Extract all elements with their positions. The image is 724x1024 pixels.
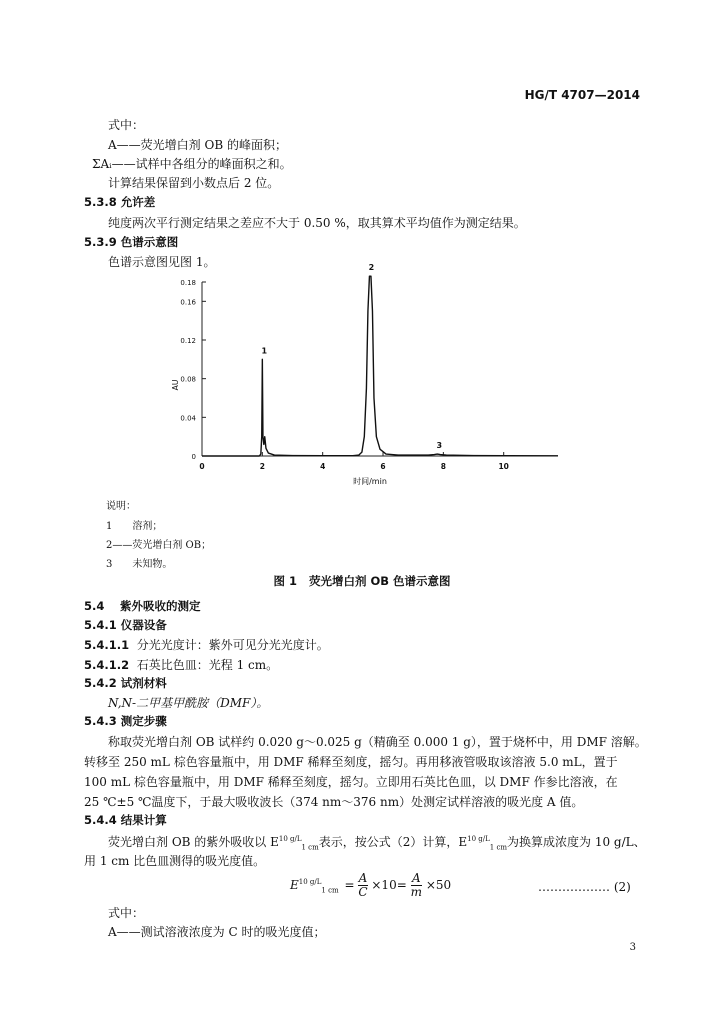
procedure-line: 25 ℃±5 ℃温度下，于最大吸收波长（374 nm～376 nm）处测定试样溶液的吸光度 A 值。	[84, 795, 584, 809]
page-number: 3	[629, 942, 636, 953]
y-tick-label: 0.04	[180, 414, 196, 423]
equation-number: ……………… (2)	[538, 880, 631, 894]
rounding-note: 计算结果保留到小数点后 2 位。	[108, 176, 280, 190]
heading-5-3-8: 5.3.8 允许差	[84, 195, 156, 209]
legend-item: 1 溶剂；	[106, 521, 163, 532]
heading-5-4-2: 5.4.2 试剂材料	[84, 676, 167, 690]
peak-label: 2	[368, 263, 375, 273]
y-tick-label: 0.16	[180, 298, 196, 307]
heading-5-3-9: 5.3.9 色谱示意图	[84, 235, 179, 249]
y-tick-label: 0.18	[180, 279, 196, 287]
standard-number: HG/T 4707—2014	[524, 88, 640, 102]
tolerance-text: 纯度两次平行测定结果之差应不大于 0.50 %，取其算术平均值作为测定结果。	[108, 216, 526, 230]
heading-5-4-4: 5.4.4 结果计算	[84, 813, 167, 827]
calc-line: 用 1 cm 比色皿测得的吸光度值。	[84, 854, 266, 868]
x-axis-label: 时间/min	[353, 477, 387, 486]
def-a: A——荧光增白剂 OB 的峰面积；	[108, 138, 287, 152]
item-5-4-1-2: 5.4.1.2 石英比色皿：光程 1 cm。	[84, 658, 279, 672]
x-tick-label: 8	[440, 462, 446, 471]
y-axis-label: AU	[171, 379, 180, 391]
x-tick-label: 4	[320, 462, 326, 471]
peak-label: 1	[261, 346, 268, 356]
chromatogram-ref: 色谱示意图见图 1。	[108, 255, 216, 269]
formula-2: $E^{10 g/L}_{1 cm}$ = $\frac{A}{C}$ ×10= $\frac{A}{m}$ ×50	[290, 871, 452, 899]
legend-item: 2——荧光增白剂 OB；	[106, 540, 212, 551]
procedure-line: 称取荧光增白剂 OB 试样约 0.020 g～0.025 g（精确至 0.000 1 g），置于烧杯中，用 DMF 溶解。	[108, 735, 647, 749]
where-label: 式中：	[108, 906, 145, 920]
def-sum-a: ΣAᵢ——试样中各组分的峰面积之和。	[92, 157, 292, 171]
y-tick-label: 0	[191, 453, 196, 461]
heading-5-4-1: 5.4.1 仪器设备	[84, 618, 167, 632]
legend-title: 说明：	[106, 501, 136, 512]
def-a-2: A——测试溶液浓度为 C 时的吸光度值；	[108, 925, 326, 939]
x-tick-label: 6	[380, 462, 386, 471]
reagent-text: N,N-二甲基甲酰胺（DMF）。	[108, 696, 269, 710]
item-5-4-1-1: 5.4.1.1 分光光度计：紫外可见分光光度计。	[84, 638, 329, 652]
x-tick-label: 10	[498, 462, 509, 471]
y-tick-label: 0.12	[180, 337, 196, 345]
figure-caption: 图 1 荧光增白剂 OB 色谱示意图	[273, 574, 451, 588]
calc-line: 荧光增白剂 OB 的紫外吸收以 $E^{10 g/L}_{1 cm}$表示，按公式（2）计算，$E^{10 g/L}_{1 cm}$为换算成浓度为 10 g/L、	[108, 835, 646, 852]
x-tick-label: 2	[259, 462, 265, 471]
peak-label: 3	[436, 441, 443, 451]
legend-item: 3 未知物。	[106, 559, 173, 570]
where-label: 式中：	[108, 118, 145, 132]
heading-5-4: 5.4 紫外吸收的测定	[84, 599, 201, 613]
chromatogram-trace	[202, 276, 558, 456]
procedure-line: 转移至 250 mL 棕色容量瓶中，用 DMF 稀释至刻度，摇匀。再用移液管吸取该溶液 5.0 mL，置于	[84, 755, 618, 769]
x-tick-label: 0	[199, 462, 205, 471]
chromatogram-chart	[160, 263, 570, 500]
heading-5-4-3: 5.4.3 测定步骤	[84, 714, 167, 728]
procedure-line: 100 mL 棕色容量瓶中，用 DMF 稀释至刻度，摇匀。立即用石英比色皿，以 DMF 作参比溶液，在	[84, 775, 618, 789]
y-tick-label: 0.08	[180, 375, 196, 384]
